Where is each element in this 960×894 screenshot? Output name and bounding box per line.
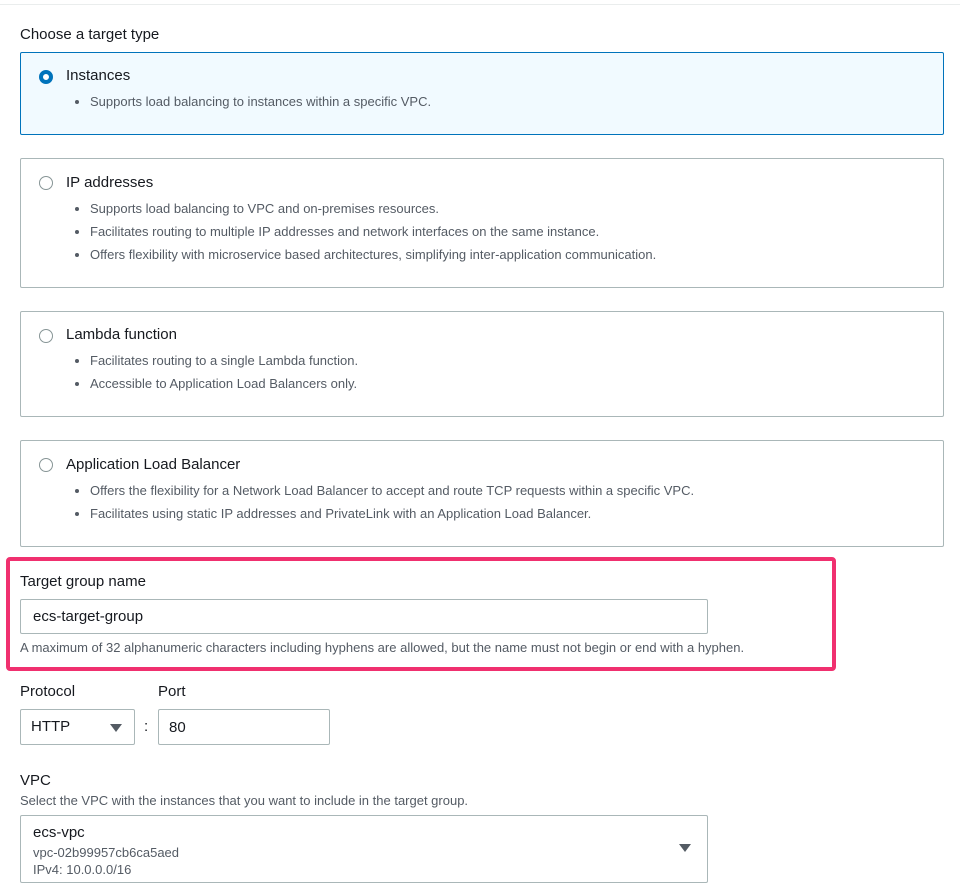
radio-unselected-icon[interactable] xyxy=(39,176,53,190)
protocol-select[interactable] xyxy=(20,709,135,745)
option-bullets xyxy=(90,479,694,525)
target-type-ip-addresses-option[interactable] xyxy=(20,158,944,288)
option-bullet: Facilitates using static IP addresses and PrivateLink with an Application Load Balancer. xyxy=(90,502,694,525)
protocol-label: Protocol xyxy=(20,683,76,700)
port-input[interactable] xyxy=(158,709,330,745)
radio-unselected-icon[interactable] xyxy=(39,329,53,343)
port-label: Port xyxy=(158,683,186,700)
target-group-name-input[interactable] xyxy=(20,599,708,634)
option-bullet: Offers the flexibility for a Network Load Balancer to accept and route TCP requests within a specific VPC. xyxy=(90,479,694,502)
option-bullet: Supports load balancing to instances within a specific VPC. xyxy=(90,90,431,113)
option-title: Lambda function xyxy=(66,326,177,343)
target-type-label: Choose a target type xyxy=(20,26,160,43)
port-separator: : xyxy=(144,718,149,735)
option-title: IP addresses xyxy=(66,174,154,191)
target-type-lambda-option[interactable] xyxy=(20,311,944,417)
vpc-description: Select the VPC with the instances that you want to include in the target group. xyxy=(20,793,469,808)
radio-unselected-icon[interactable] xyxy=(39,458,53,472)
vpc-cidr: IPv4: 10.0.0.0/16 xyxy=(33,862,132,877)
option-bullets xyxy=(90,349,358,395)
option-title: Instances xyxy=(66,67,131,84)
vpc-label: VPC xyxy=(20,772,51,789)
option-bullet: Offers flexibility with microservice based architectures, simplifying inter-application communication. xyxy=(90,243,656,266)
protocol-value: HTTP xyxy=(31,718,71,735)
top-divider xyxy=(0,4,960,5)
option-bullet: Facilitates routing to a single Lambda function. xyxy=(90,349,358,372)
vpc-select[interactable] xyxy=(20,815,708,883)
option-bullet: Accessible to Application Load Balancers only. xyxy=(90,372,358,395)
option-bullet: Facilitates routing to multiple IP addresses and network interfaces on the same instance. xyxy=(90,220,656,243)
caret-down-icon xyxy=(679,844,691,852)
vpc-id: vpc-02b99957cb6ca5aed xyxy=(33,845,180,860)
option-bullet: Supports load balancing to VPC and on-premises resources. xyxy=(90,197,656,220)
radio-selected-icon[interactable] xyxy=(39,70,53,84)
target-type-instances-option[interactable] xyxy=(20,52,944,135)
target-group-name-label: Target group name xyxy=(20,573,146,590)
target-group-name-hint: A maximum of 32 alphanumeric characters including hyphens are allowed, but the name must not begin or end with a hyphen. xyxy=(20,640,745,655)
target-type-alb-option[interactable] xyxy=(20,440,944,547)
option-bullets xyxy=(90,90,431,113)
vpc-name: ecs-vpc xyxy=(33,824,85,841)
caret-down-icon xyxy=(110,724,122,732)
option-bullets xyxy=(90,197,656,266)
option-title: Application Load Balancer xyxy=(66,456,241,473)
